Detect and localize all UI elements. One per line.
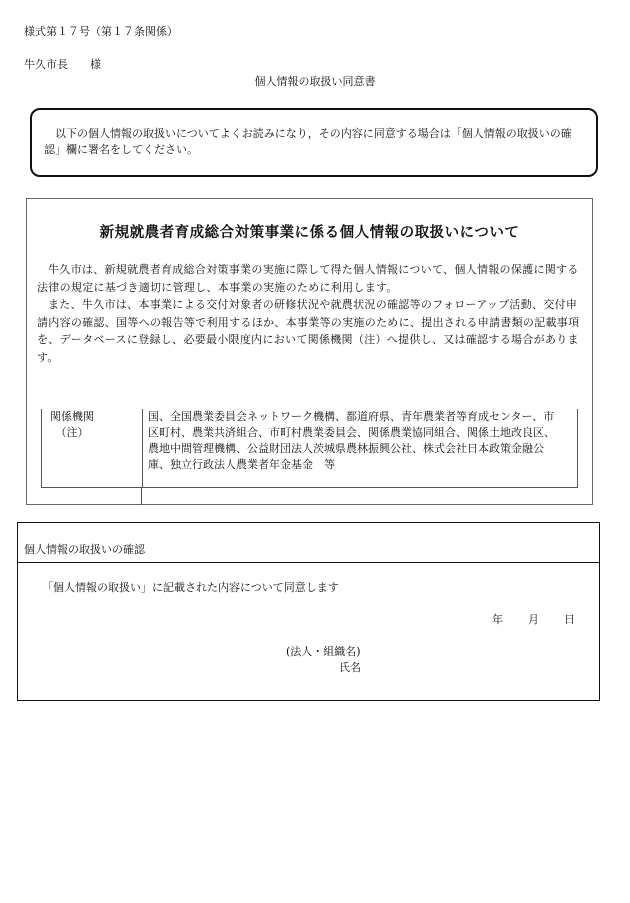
notice-box xyxy=(30,108,598,177)
policy-body xyxy=(37,261,585,366)
table-divider xyxy=(142,409,143,488)
form-number: 様式第１７号（第１７条関係） xyxy=(24,25,178,38)
policy-paragraph-1: 牛久市は、新規就農者育成総合対策事業の実施に際して得た個人情報について、個人情報の保護に関する法律の規定に基づき適切に管理し、本事業の実施のために利用します。 xyxy=(37,263,579,294)
confirmation-box xyxy=(17,522,600,701)
privacy-policy-box xyxy=(26,198,593,505)
document-title: 個人情報の取扱い同意書 xyxy=(254,75,376,88)
signature-name-field[interactable]: 氏名 xyxy=(339,661,361,674)
agreement-statement: 「個人情報の取扱い」に記載された内容について同意します xyxy=(42,581,339,594)
policy-heading: 新規就農者育成総合対策事業に係る個人情報の取扱いについて xyxy=(99,224,520,241)
table-foot-divider xyxy=(141,488,142,505)
org-label-line-1: 関係機関 xyxy=(50,410,94,423)
notice-text: 以下の個人情報の取扱いについてよくお読みになり，その内容に同意する場合は「個人情報の取扱いの確認」欄に署名をしてください。 xyxy=(44,127,572,156)
month-label: 月 xyxy=(528,613,539,626)
addressee: 牛久市長 様 xyxy=(24,58,101,71)
policy-paragraph-2: また、牛久市は、本事業による交付対象者の研修状況や就農状況の確認等のフォローアップ活動、交付申請内容の確認、国等への報告等で利用するほか、本事業等の実施のために、提出される申請書類の記載事項を、データベースに登録し、必要最小限度内において関係機関（注）へ提供し、又は確認する場合があります。 xyxy=(37,298,580,364)
year-label: 年 xyxy=(492,613,503,626)
related-organizations-list: 国、全国農業委員会ネットワーク機構、都道府県、青年農業者等育成センター、市区町村、農業共済組合、市町村農業委員会、関係農業協同組合、関係土地改良区、農地中間管理機構、公益財団法人茨城県農林振興公社、株式会社日本政策金融公庫、独立行政法人農業者年金基金 等 xyxy=(148,410,555,471)
related-organizations-table xyxy=(41,409,578,488)
day-label: 日 xyxy=(564,613,575,626)
confirmation-heading: 個人情報の取扱いの確認 xyxy=(24,543,145,556)
corporation-name-field[interactable]: (法人・組織名) xyxy=(286,645,361,658)
org-label-line-2: （注） xyxy=(55,426,89,439)
date-field[interactable] xyxy=(467,611,575,627)
confirmation-header xyxy=(18,523,599,563)
related-organizations-label xyxy=(50,409,130,441)
